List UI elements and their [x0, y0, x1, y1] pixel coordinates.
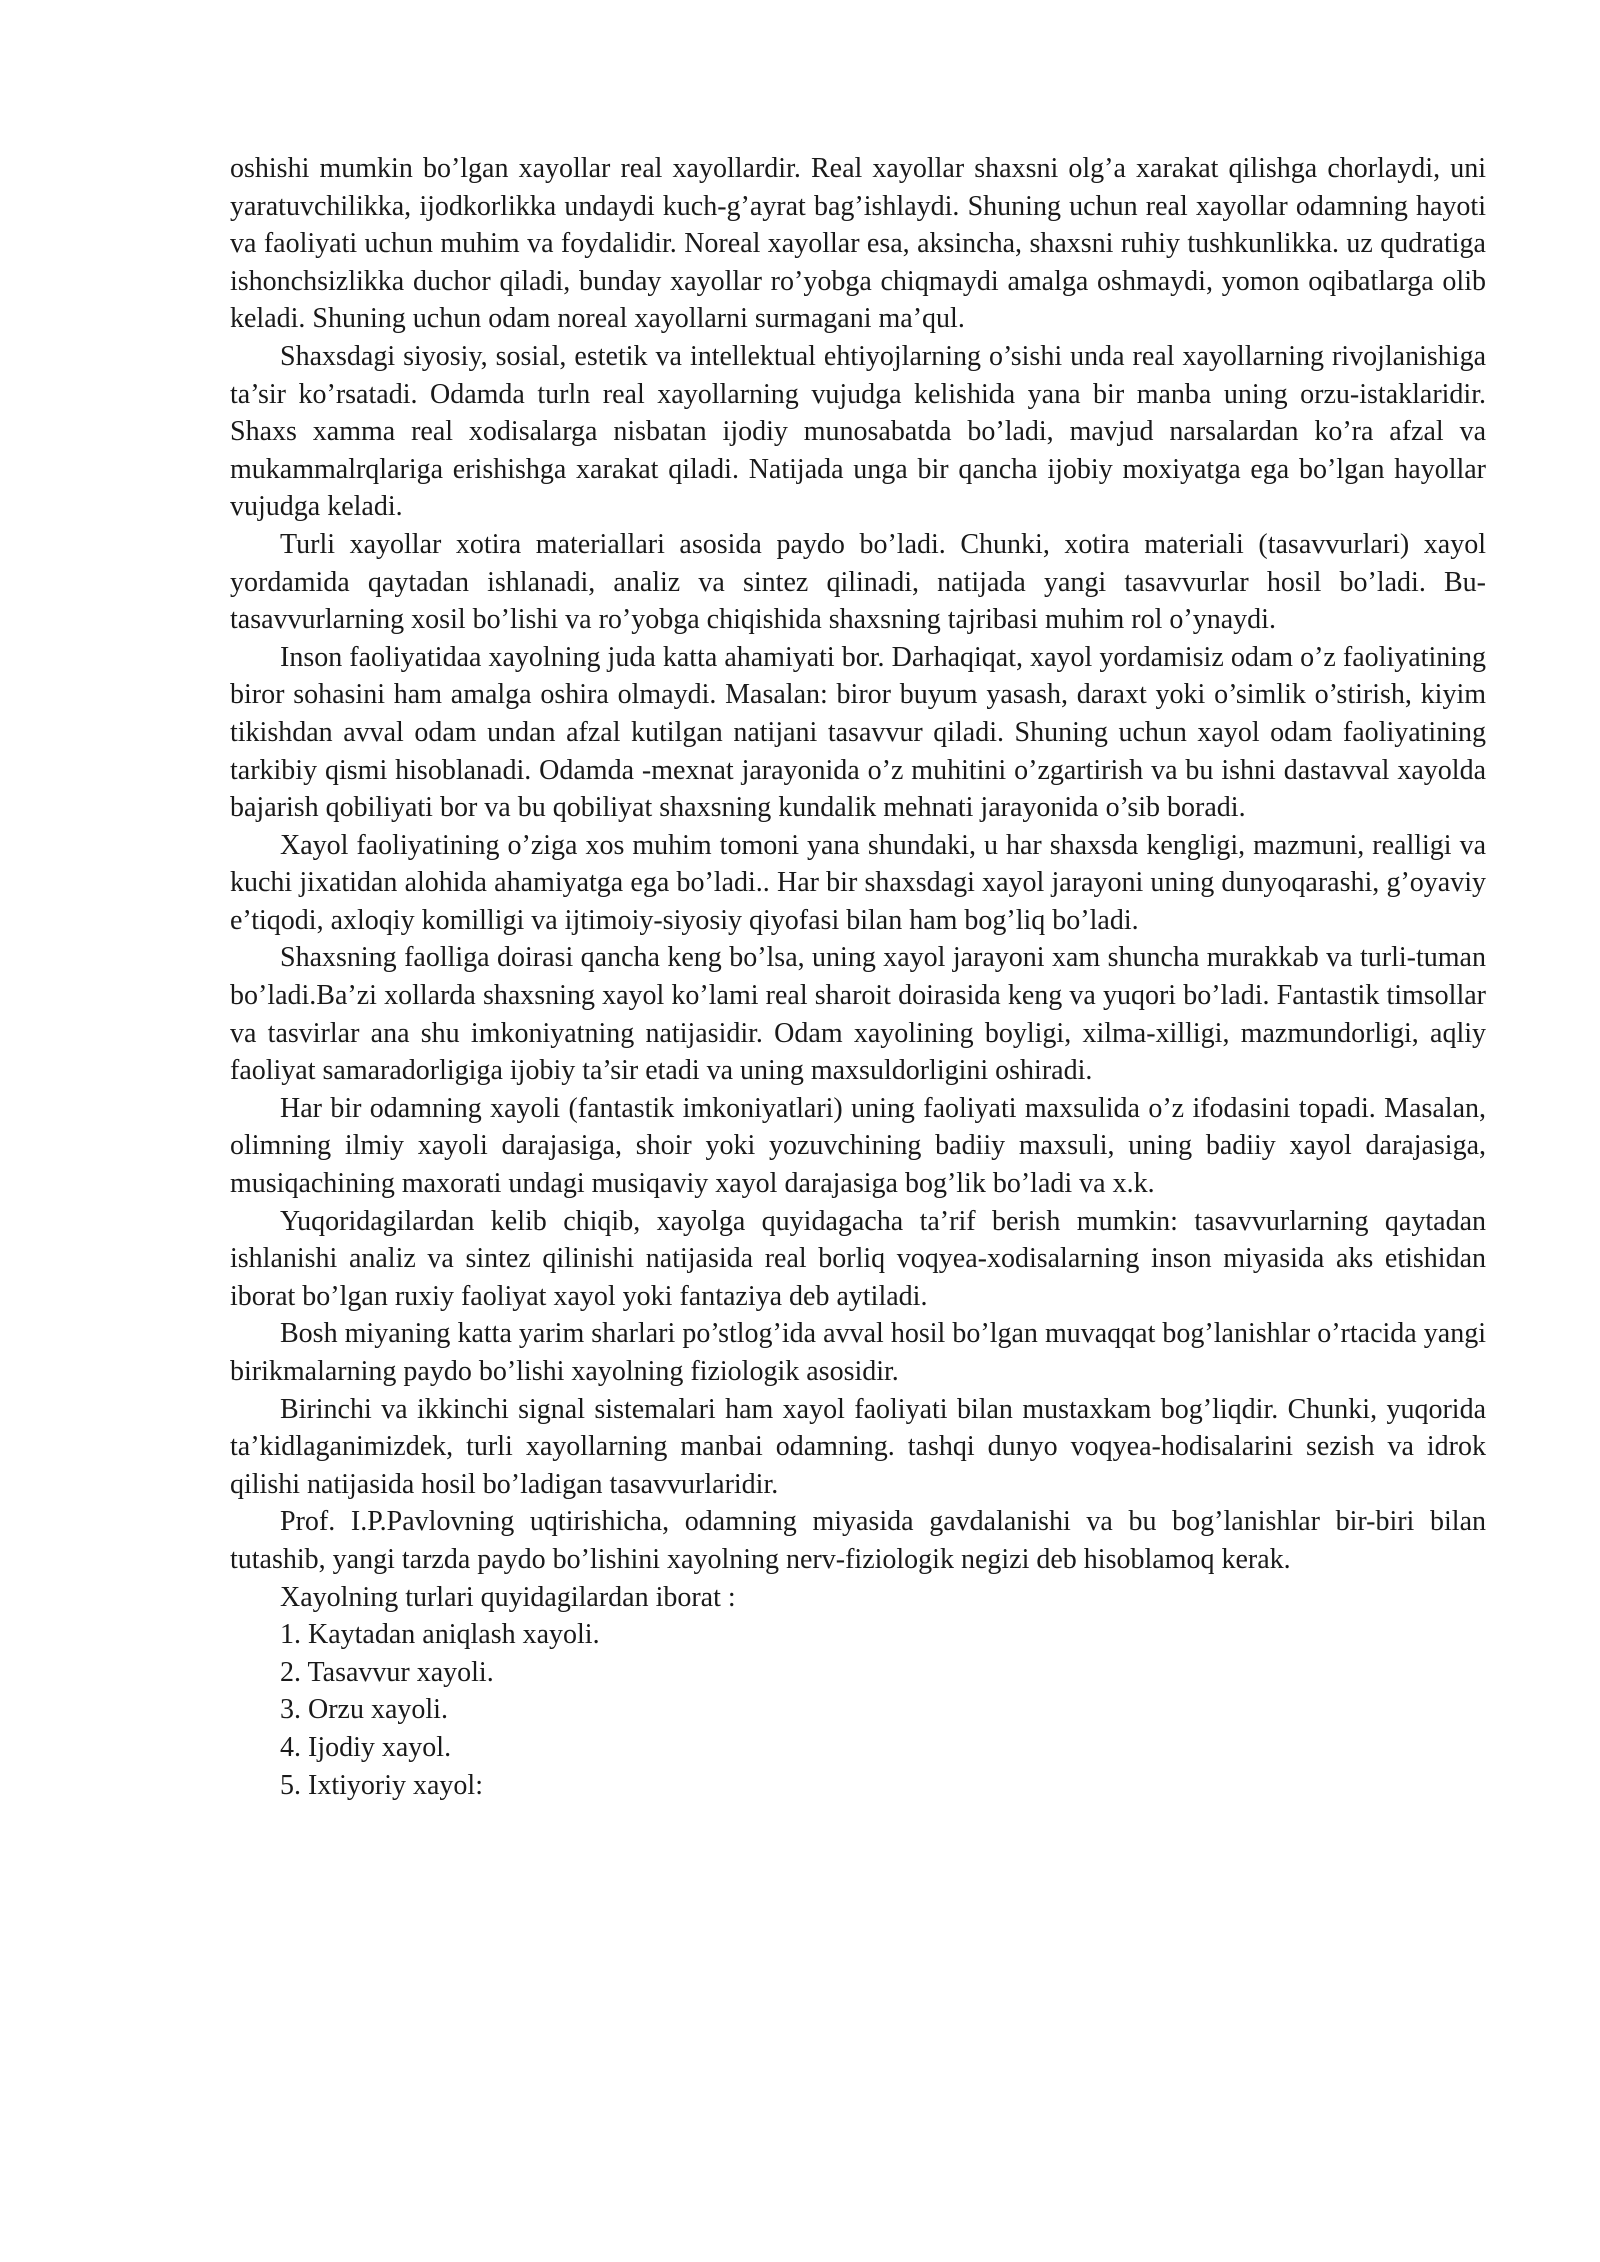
- paragraph: Birinchi va ikkinchi signal sistemalari ham xayol faoliyati bilan mustaxkam bog’liqdir. Chunki, yuqorida ta’kidlaganimizdek, turli xayollarning manbai odamning. tashqi dunyo voqyea-hodisalarini sezish va idrok qilishi natijasida hosil bo’ladigan tasavvurlaridir.: [230, 1393, 1486, 1500]
- list-item: 5. Ixtiyoriy xayol:: [280, 1769, 483, 1801]
- paragraph: Prof. I.P.Pavlovning uqtirishicha, odamning miyasida gavdalanishi va bu bog’lanishlar bir-biri bilan tutashib, yangi tarzda paydo bo’lishini xayolning nerv-fiziologik negizi deb hisoblamoq kerak.: [230, 1506, 1486, 1575]
- paragraph: Shaxsning faolliga doirasi qancha keng bo’lsa, uning xayol jarayoni xam shuncha murakkab va turli-tuman bo’ladi.Ba’zi xollarda shaxsning xayol ko’lami real sharoit doirasida keng va yuqori bo’ladi. Fantastik timsollar va tasvirlar ana shu imkoniyatning natijasidir. Odam xayolining boyligi, xilma-xilligi, mazmundorligi, aqliy faoliyat samaradorligiga ijobiy ta’sir etadi va uning maxsuldorligini oshiradi.: [230, 942, 1486, 1087]
- list-item: 3. Orzu xayoli.: [280, 1694, 448, 1726]
- paragraph: Turli xayollar xotira materiallari asosida paydo bo’ladi. Chunki, xotira materiali (tasavvurlari) xayol yordamida qaytadan ishlanadi, analiz va sintez qilinadi, natijada yangi tasavvurlar hosil bo’ladi. Bu-tasavvurlarning xosil bo’lishi va ro’yobga chiqishida shaxsning tajribasi muhim rol o’ynaydi.: [230, 528, 1486, 636]
- paragraph: Har bir odamning xayoli (fantastik imkoniyatlari) uning faoliyati maxsulida o’z ifodasini topadi. Masalan, olimning ilmiy xayoli darajasiga, shoir yoki yozuvchining badiiy maxsuli, uning badiiy xayol darajasiga, musiqachining maxorati undagi musiqaviy xayol darajasiga bog’lik bo’ladi va x.k.: [230, 1092, 1486, 1200]
- list-intro: Xayolning turlari quyidagilardan iborat :: [280, 1581, 736, 1613]
- list-item: 4. Ijodiy xayol.: [280, 1731, 452, 1763]
- paragraph: Inson faoliyatidaa xayolning juda katta ahamiyati bor. Darhaqiqat, xayol yordamisiz odam o’z faoliyatining biror sohasini ham amalga oshira olmaydi. Masalan: biror buyum yasash, daraxt yoki o’simlik o’stirish, kiyim tikishdan avval odam undan afzal kutilgan natijani tasavvur qiladi. Shuning uchun xayol odam faoliyatining tarkibiy qismi hisoblanadi. Odamda -mexnat jarayonida o’z muhitini o’zgartirish va bu ishni dastavval xayolda bajarish qobiliyati bor va bu qobiliyat shaxsning kundalik mehnati jarayonida o’sib boradi.: [230, 641, 1486, 824]
- list-item: 2. Tasavvur xayoli.: [280, 1656, 494, 1688]
- paragraph: Xayol faoliyatining o’ziga xos muhim tomoni yana shundaki, u har shaxsda kengligi, mazmuni, realligi va kuchi jixatidan alohida ahamiyatga ega bo’ladi.. Har bir shaxsdagi xayol jarayoni uning dunyoqarashi, g’oyaviy e’tiqodi, axloqiy komilligi va ijtimoiy-siyosiy qiyofasi bilan ham bog’liq bo’ladi.: [230, 829, 1486, 936]
- paragraph: Yuqoridagilardan kelib chiqib, xayolga quyidagacha ta’rif berish mumkin: tasavvurlarning qaytadan ishlanishi analiz va sintez qilinishi natijasida real borliq voqyea-xodisalarning inson miyasida aks etishidan iborat bo’lgan ruxiy faoliyat xayol yoki fantaziya deb aytiladi.: [230, 1205, 1486, 1312]
- list-item: 1. Kaytadan aniqlash xayoli.: [280, 1619, 600, 1651]
- imagination-types-list: [230, 1616, 1486, 1804]
- document-page: [230, 150, 1486, 1804]
- paragraph: Shaxsdagi siyosiy, sosial, estetik va intellektual ehtiyojlarning o’sishi unda real xayollarning rivojlanishiga ta’sir ko’rsatadi. Odamda turln real xayollarning vujudga kelishida yana bir manba uning orzu-istaklaridir. Shaxs xamma real xodisalarga nisbatan ijodiy munosabatda bo’ladi, mavjud narsalardan ko’ra afzal va mukammalrqlariga erishishga xarakat qiladi. Natijada unga bir qancha ijobiy moxiyatga ega bo’lgan hayollar vujudga keladi.: [230, 340, 1486, 523]
- paragraph: Bosh miyaning katta yarim sharlari po’stlog’ida avval hosil bo’lgan muvaqqat bog’lanishlar o’rtacida yangi birikmalarning paydo bo’lishi xayolning fiziologik asosidir.: [230, 1318, 1486, 1387]
- paragraph: oshishi mumkin bo’lgan xayollar real xayollardir. Real xayollar shaxsni olg’a xarakat qilishga chorlaydi, uni yaratuvchilikka, ijodkorlikka undaydi kuch-g’ayrat bag’ishlaydi. Shuning uchun real xayollar odamning hayoti va faoliyati uchun muhim va foydalidir. Noreal xayollar esa, aksincha, shaxsni ruhiy tushkunlikka. uz qudratiga ishonchsizlikka duchor qiladi, bunday xayollar ro’yobga chiqmaydi amalga oshmaydi, yomon oqibatlarga olib keladi. Shuning uchun odam noreal xayollarni surmagani ma’qul.: [230, 153, 1486, 335]
